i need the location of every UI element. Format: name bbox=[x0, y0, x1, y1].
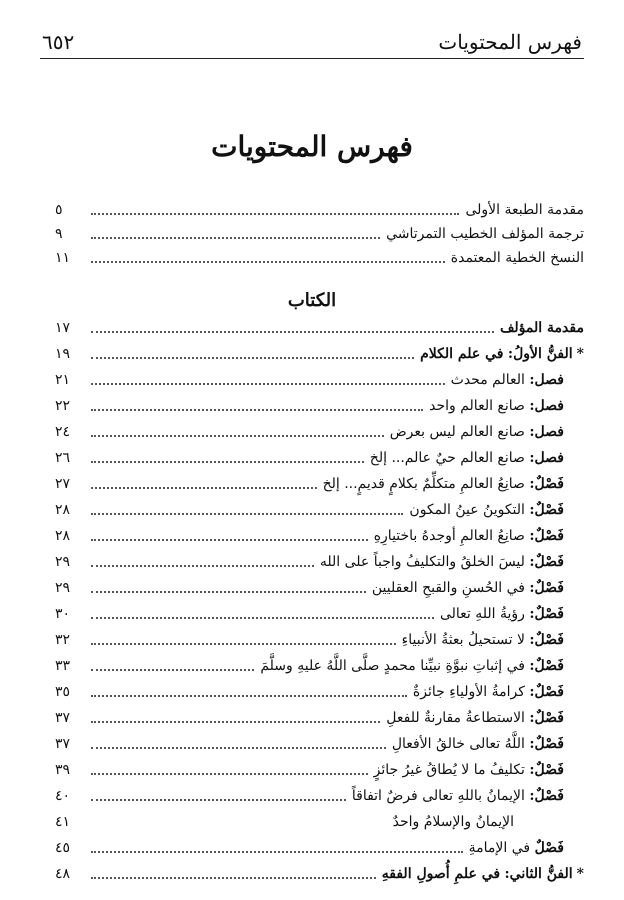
entry-label: الفنُّ الثاني: bbox=[504, 866, 573, 882]
entry-label: فَصْلٌ bbox=[534, 840, 564, 856]
entry-text: ترجمة المؤلف الخطيب التمرتاشي bbox=[386, 226, 584, 242]
toc-entry bbox=[55, 524, 584, 546]
page-title: فهرس المحتويات bbox=[211, 130, 413, 163]
entry-label: فَصْلٌ: bbox=[529, 580, 564, 596]
toc-entry bbox=[55, 394, 584, 416]
entry-text: العالم محدث bbox=[450, 372, 525, 388]
entry-page: ٢٤ bbox=[55, 424, 71, 440]
dot-leader bbox=[91, 513, 403, 515]
toc-entry bbox=[55, 420, 584, 442]
toc-entry bbox=[55, 316, 584, 338]
dot-leader bbox=[91, 539, 368, 541]
dot-leader bbox=[91, 669, 254, 671]
entry-text: الإيمانُ والإسلامُ واحدٌ bbox=[392, 814, 514, 830]
entry-text: في علمِ أُصولِ الفقهِ bbox=[381, 866, 501, 882]
entry-text: صانع العالم ليس بعرض bbox=[389, 424, 525, 440]
entry-text: في علم الكلام bbox=[420, 346, 504, 362]
entry-text: صانِعُ العالمِ أوجدهُ باختيارِهِ bbox=[373, 528, 525, 544]
entry-page: ٢١ bbox=[55, 372, 71, 388]
dot-leader bbox=[91, 877, 376, 879]
dot-leader bbox=[91, 825, 387, 827]
dot-leader bbox=[91, 721, 380, 723]
entry-text: مقدمة الطبعة الأولى bbox=[465, 202, 584, 218]
entry-label: فَصْلٌ: bbox=[529, 788, 564, 804]
entry-marker: * bbox=[576, 866, 584, 882]
entry-page: ٣٥ bbox=[55, 684, 71, 700]
entry-text: الاستطاعةُ مقارنةٌ للفعلِ bbox=[386, 710, 525, 726]
entry-label: فصل: bbox=[529, 398, 564, 414]
dot-leader bbox=[91, 591, 366, 593]
entry-label: فَصْلٌ: bbox=[529, 710, 564, 726]
entry-page: ٤٥ bbox=[55, 840, 71, 856]
entry-text: الإيمانُ باللهِ تعالى فرضٌ اتفاقاً bbox=[351, 788, 525, 804]
entry-text: تكليفُ ما لا يُطاقُ غيرُ جائزٍ bbox=[373, 762, 525, 778]
entry-text: صانع العالم حيٌ عالم... إلخ bbox=[369, 450, 525, 466]
entry-text: اللَّهُ تعالى خالقُ الأفعالِ bbox=[391, 736, 525, 752]
entry-page: ٣٧ bbox=[55, 710, 71, 726]
entry-label: الفنُّ الأولُ: bbox=[507, 346, 573, 362]
dot-leader bbox=[91, 695, 407, 697]
entry-label: فصل: bbox=[529, 424, 564, 440]
dot-leader bbox=[91, 357, 414, 359]
entry-page: ٣٢ bbox=[55, 632, 71, 648]
dot-leader bbox=[91, 643, 396, 645]
entry-text: في إثباتِ نبوَّةِ نبيِّنا محمدٍ صلَّى اللَّهُ عليهِ وسلَّمَ bbox=[260, 658, 525, 674]
entry-text: كرامةُ الأولياءِ جائزةٌ bbox=[412, 684, 525, 700]
entry-label: فَصْلٌ: bbox=[529, 502, 564, 518]
entry-text: لا تستحيلُ بعثةُ الأنبياءِ bbox=[401, 632, 525, 648]
dot-leader bbox=[91, 461, 364, 463]
entry-label: فَصْلٌ: bbox=[529, 476, 564, 492]
entry-page: ٤٨ bbox=[55, 866, 71, 882]
dot-leader bbox=[91, 617, 434, 619]
entry-label: فَصْلٌ: bbox=[529, 554, 564, 570]
entry-page: ٤٠ bbox=[55, 788, 71, 804]
entry-page: ٢٨ bbox=[55, 502, 71, 518]
entry-page: ٢٩ bbox=[55, 554, 71, 570]
entry-page: ٤١ bbox=[55, 814, 71, 830]
toc-entry bbox=[55, 654, 584, 676]
dot-leader bbox=[91, 487, 317, 489]
entry-text: النسخ الخطية المعتمدة bbox=[450, 250, 584, 266]
entry-page: ١٧ bbox=[55, 320, 71, 336]
entry-label: فَصْلٌ: bbox=[529, 762, 564, 778]
entry-text: ليسَ الخلقُ والتكليفُ واجباً على الله bbox=[319, 554, 525, 570]
toc-entry bbox=[55, 368, 584, 390]
entry-label: فَصْلٌ: bbox=[529, 632, 564, 648]
running-title: فهرس المحتويات bbox=[438, 30, 582, 54]
toc-entry bbox=[55, 758, 584, 780]
toc-entry bbox=[55, 342, 584, 364]
dot-leader bbox=[91, 409, 423, 411]
toc-entry bbox=[55, 550, 584, 572]
toc-entry bbox=[55, 706, 584, 728]
entry-label: فَصْلٌ: bbox=[529, 736, 564, 752]
toc-entry bbox=[55, 222, 584, 244]
dot-leader bbox=[91, 213, 459, 215]
entry-page: ٢٦ bbox=[55, 450, 71, 466]
entry-page: ١١ bbox=[55, 250, 71, 266]
entry-page: ٢٧ bbox=[55, 476, 71, 492]
dot-leader bbox=[91, 435, 384, 437]
entry-text: صانع العالم واحد bbox=[429, 398, 525, 414]
dot-leader bbox=[91, 237, 380, 239]
entry-text: التكوينُ عينُ المكون bbox=[409, 502, 525, 518]
entry-marker: * bbox=[576, 346, 584, 362]
toc-entry bbox=[55, 732, 584, 754]
entry-text: في الحُسنِ والقبحِ العقليين bbox=[371, 580, 525, 596]
entry-page: ٢٩ bbox=[55, 580, 71, 596]
toc-entry bbox=[55, 836, 584, 858]
entry-page: ٥ bbox=[55, 202, 63, 218]
toc-entry bbox=[55, 862, 584, 884]
dot-leader bbox=[91, 799, 346, 801]
running-header bbox=[40, 30, 584, 56]
toc-entry bbox=[55, 246, 584, 268]
entry-page: ٣٠ bbox=[55, 606, 71, 622]
toc-entry bbox=[55, 784, 584, 806]
entry-label: فَصْلٌ: bbox=[529, 528, 564, 544]
dot-leader bbox=[91, 773, 368, 775]
entry-page: ٢٢ bbox=[55, 398, 71, 414]
entry-page: ٩ bbox=[55, 226, 63, 242]
entry-label: فَصْلٌ: bbox=[529, 606, 564, 622]
toc-entry bbox=[55, 446, 584, 468]
toc-entry bbox=[55, 628, 584, 650]
toc-entry bbox=[55, 498, 584, 520]
entry-label: فصل: bbox=[529, 372, 564, 388]
entry-label: فَصْلٌ: bbox=[529, 658, 564, 674]
entry-page: ٣٧ bbox=[55, 736, 71, 752]
dot-leader bbox=[91, 331, 494, 333]
toc-entry bbox=[55, 576, 584, 598]
dot-leader bbox=[91, 747, 386, 749]
entry-page: ٣٣ bbox=[55, 658, 71, 674]
entry-page: ٣٩ bbox=[55, 762, 71, 778]
toc-entry bbox=[55, 680, 584, 702]
dot-leader bbox=[91, 565, 314, 567]
dot-leader bbox=[91, 383, 445, 385]
entry-text: رؤيةُ اللهِ تعالى bbox=[439, 606, 525, 622]
entry-text: في الإمامةِ bbox=[468, 840, 531, 856]
toc-entry bbox=[55, 602, 584, 624]
toc-entry bbox=[55, 198, 584, 220]
entry-label: فَصْلٌ: bbox=[529, 684, 564, 700]
entry-label: فصل: bbox=[529, 450, 564, 466]
header-rule bbox=[40, 58, 584, 59]
entry-text: مقدمة المؤلف bbox=[499, 320, 584, 336]
dot-leader bbox=[91, 261, 445, 263]
entry-page: ١٩ bbox=[55, 346, 71, 362]
dot-leader bbox=[91, 851, 463, 853]
entry-text: صانِعُ العالمِ متكلِّمٌ بكلامٍ قديمٍ... إلخ bbox=[322, 476, 525, 492]
section-heading: الكتاب bbox=[287, 290, 337, 311]
page-number: ٦٥٢ bbox=[42, 30, 75, 54]
toc-entry bbox=[55, 810, 584, 832]
entry-page: ٢٨ bbox=[55, 528, 71, 544]
toc-entry bbox=[55, 472, 584, 494]
